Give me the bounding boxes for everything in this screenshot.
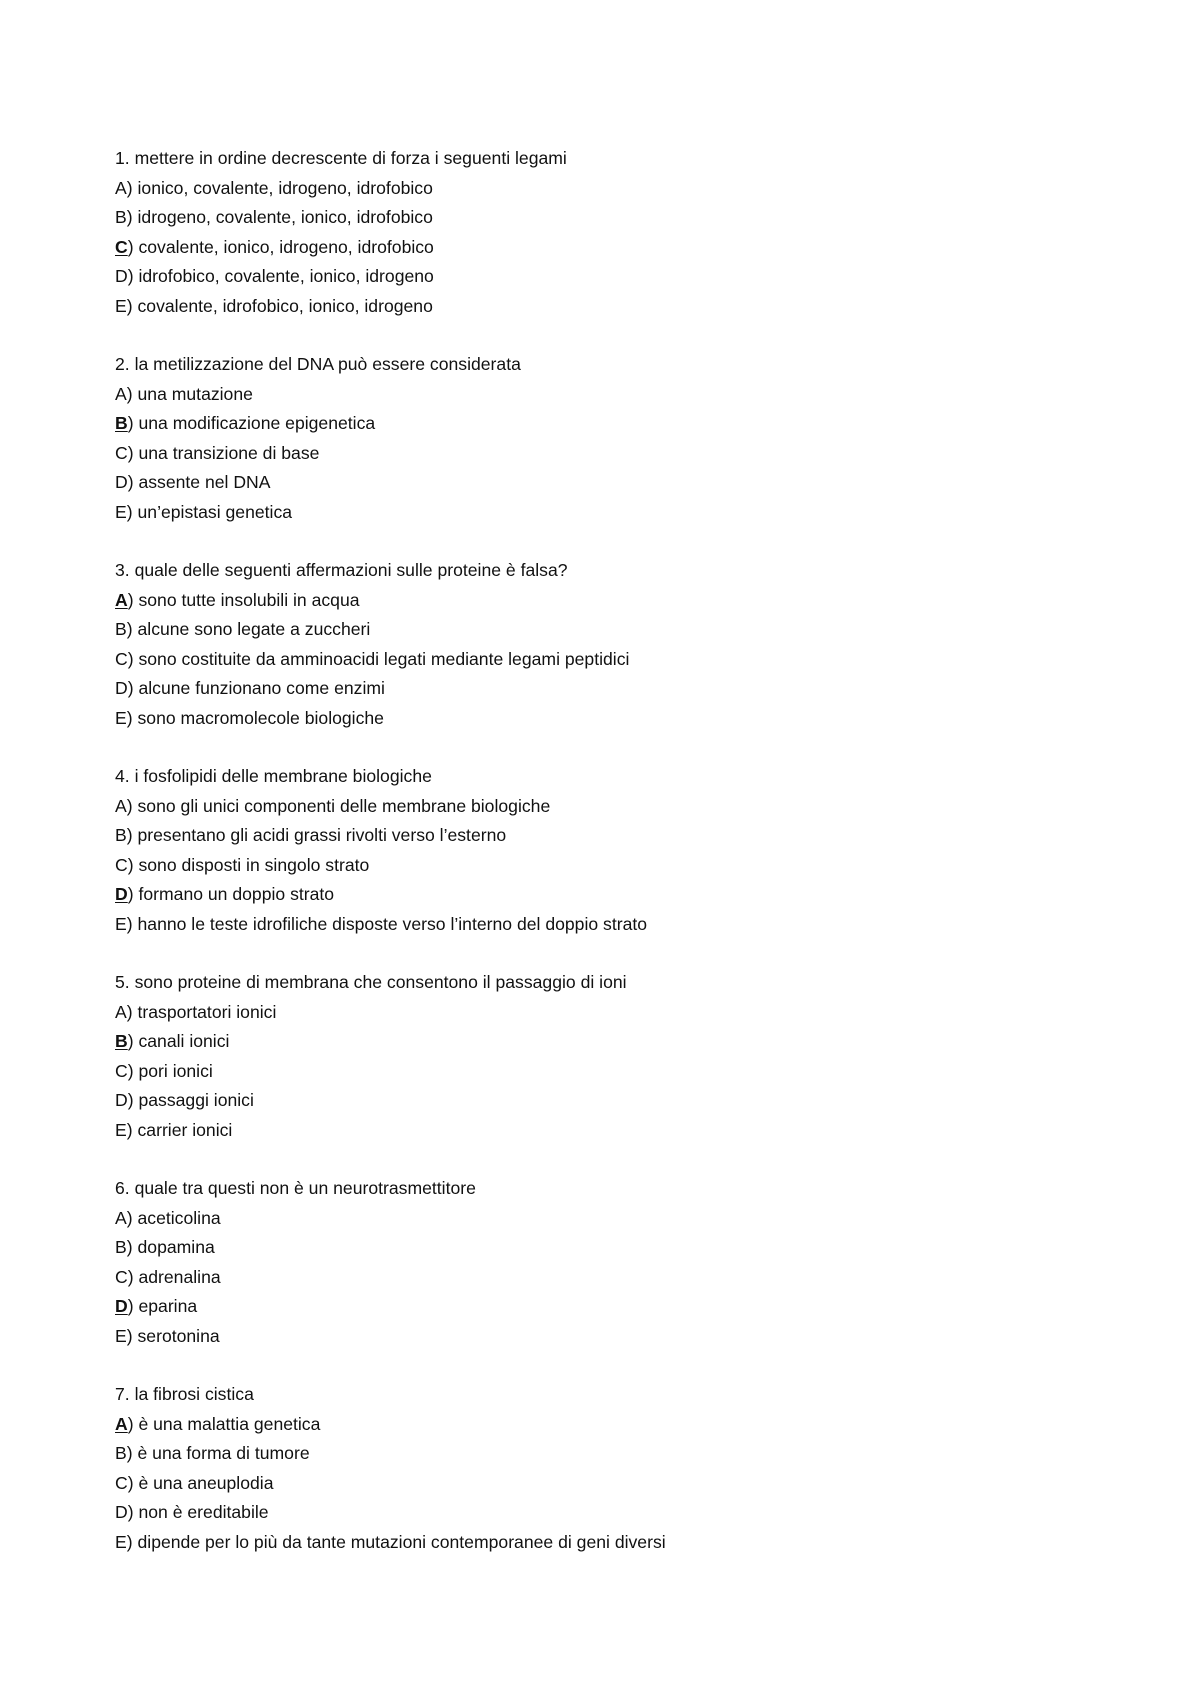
question-prompt: quale tra questi non è un neurotrasmettitore: [134, 1178, 476, 1198]
option-e: E) sono macromolecole biologiche: [115, 707, 384, 728]
option-letter: A: [115, 795, 127, 816]
option-text: è una aneuplodia: [138, 1472, 274, 1493]
option-b: B) idrogeno, covalente, ionico, idrofobico: [115, 207, 433, 227]
question-text: 6. quale tra questi non è un neurotrasmettitore: [115, 1178, 476, 1198]
option-letter: E: [115, 501, 127, 522]
option-c: C) una transizione di base: [115, 442, 320, 463]
question-2: [115, 350, 1115, 527]
option-letter: D: [115, 1090, 128, 1110]
option-d: D) non è ereditabile: [115, 1502, 269, 1522]
option-letter: D: [115, 678, 128, 698]
option-text: presentano gli acidi grassi rivolti verso l’esterno: [137, 825, 507, 845]
option-e: E) dipende per lo più da tante mutazioni contemporanee di geni diversi: [115, 1531, 666, 1552]
correct-option-letter: D: [115, 1296, 128, 1316]
correct-option-letter: A: [115, 1413, 128, 1434]
quiz-document: [115, 144, 1115, 1586]
question-text: 7. la fibrosi cistica: [115, 1384, 254, 1404]
option-text: formano un doppio strato: [138, 884, 335, 904]
option-letter: B: [115, 825, 127, 845]
option-d: D) eparina: [115, 1296, 198, 1316]
option-text: dopamina: [137, 1237, 215, 1257]
question-1: [115, 144, 1115, 321]
option-e: E) hanno le teste idrofiliche disposte verso l’interno del doppio strato: [115, 913, 648, 934]
option-e: E) serotonina: [115, 1325, 220, 1346]
option-b: B) canali ionici: [115, 1031, 230, 1051]
correct-option-letter: A: [115, 589, 128, 610]
question-number: 7: [115, 1384, 125, 1404]
option-d: D) formano un doppio strato: [115, 884, 335, 904]
option-d: D) passaggi ionici: [115, 1090, 254, 1110]
correct-option-letter: C: [115, 236, 128, 257]
question-3: [115, 556, 1115, 733]
option-letter: B: [115, 207, 127, 227]
question-number: 6: [115, 1178, 125, 1198]
option-text: non è ereditabile: [138, 1502, 269, 1522]
option-c: C) pori ionici: [115, 1060, 213, 1081]
option-letter: D: [115, 1502, 128, 1522]
option-text: alcune sono legate a zuccheri: [137, 619, 371, 639]
option-text: alcune funzionano come enzimi: [138, 678, 385, 698]
question-prompt: mettere in ordine decrescente di forza i seguenti legami: [134, 148, 567, 168]
option-text: sono costituite da amminoacidi legati mediante legami peptidici: [138, 648, 630, 669]
option-letter: A: [115, 1001, 127, 1022]
option-text: sono disposti in singolo strato: [138, 854, 370, 875]
option-letter: C: [115, 854, 128, 875]
question-5: [115, 968, 1115, 1145]
option-text: idrogeno, covalente, ionico, idrofobico: [137, 207, 433, 227]
question-text: 5. sono proteine di membrana che consentono il passaggio di ioni: [115, 972, 627, 992]
option-text: aceticolina: [137, 1207, 221, 1228]
option-a: A) aceticolina: [115, 1207, 221, 1228]
option-text: pori ionici: [138, 1060, 213, 1081]
option-text: sono gli unici componenti delle membrane biologiche: [137, 795, 551, 816]
question-prompt: la fibrosi cistica: [134, 1384, 254, 1404]
option-text: adrenalina: [138, 1266, 221, 1287]
question-number: 3: [115, 560, 125, 580]
option-b: B) dopamina: [115, 1237, 215, 1257]
option-d: D) assente nel DNA: [115, 472, 271, 492]
correct-option-letter: D: [115, 884, 128, 904]
question-number: 5: [115, 972, 125, 992]
option-text: ionico, covalente, idrogeno, idrofobico: [137, 177, 433, 198]
option-e: E) un’epistasi genetica: [115, 501, 293, 522]
option-letter: A: [115, 383, 127, 404]
option-b: B) alcune sono legate a zuccheri: [115, 619, 371, 639]
option-text: hanno le teste idrofiliche disposte verso l’interno del doppio strato: [137, 913, 648, 934]
option-letter: A: [115, 1207, 127, 1228]
option-a: A) è una malattia genetica: [115, 1413, 321, 1434]
question-6: [115, 1174, 1115, 1351]
option-b: B) una modificazione epigenetica: [115, 413, 376, 433]
option-letter: B: [115, 1237, 127, 1257]
option-letter: B: [115, 619, 127, 639]
option-letter: A: [115, 177, 127, 198]
question-4: [115, 762, 1115, 939]
option-b: B) presentano gli acidi grassi rivolti verso l’esterno: [115, 825, 507, 845]
option-c: C) covalente, ionico, idrogeno, idrofobico: [115, 236, 434, 257]
question-number: 1: [115, 148, 125, 168]
option-letter: D: [115, 472, 128, 492]
option-text: un’epistasi genetica: [137, 501, 293, 522]
option-text: è una forma di tumore: [137, 1443, 310, 1463]
option-c: C) sono costituite da amminoacidi legati mediante legami peptidici: [115, 648, 630, 669]
option-e: E) carrier ionici: [115, 1119, 233, 1140]
option-a: A) una mutazione: [115, 383, 253, 404]
question-prompt: la metilizzazione del DNA può essere considerata: [134, 354, 521, 374]
question-prompt: sono proteine di membrana che consentono il passaggio di ioni: [134, 972, 627, 992]
option-letter: E: [115, 295, 127, 316]
option-a: A) sono tutte insolubili in acqua: [115, 589, 360, 610]
option-letter: C: [115, 1060, 128, 1081]
option-text: una modificazione epigenetica: [138, 413, 376, 433]
option-text: eparina: [138, 1296, 198, 1316]
option-text: canali ionici: [138, 1031, 230, 1051]
option-letter: C: [115, 648, 128, 669]
option-letter: E: [115, 1531, 127, 1552]
option-text: passaggi ionici: [138, 1090, 254, 1110]
option-letter: C: [115, 442, 128, 463]
option-letter: C: [115, 1266, 128, 1287]
option-text: carrier ionici: [137, 1119, 233, 1140]
option-c: C) sono disposti in singolo strato: [115, 854, 370, 875]
option-letter: E: [115, 1325, 127, 1346]
option-text: sono macromolecole biologiche: [137, 707, 384, 728]
option-b: B) è una forma di tumore: [115, 1443, 310, 1463]
option-letter: E: [115, 1119, 127, 1140]
option-text: sono tutte insolubili in acqua: [138, 589, 360, 610]
option-letter: E: [115, 707, 127, 728]
option-letter: C: [115, 1472, 128, 1493]
option-text: è una malattia genetica: [138, 1413, 321, 1434]
option-text: serotonina: [137, 1325, 220, 1346]
option-text: assente nel DNA: [138, 472, 271, 492]
question-number: 2: [115, 354, 125, 374]
option-text: una mutazione: [137, 383, 253, 404]
question-text: 4. i fosfolipidi delle membrane biologiche: [115, 766, 432, 786]
option-d: D) idrofobico, covalente, ionico, idrogeno: [115, 266, 434, 286]
option-c: C) è una aneuplodia: [115, 1472, 274, 1493]
question-prompt: quale delle seguenti affermazioni sulle proteine è falsa?: [134, 560, 568, 580]
question-number: 4: [115, 766, 125, 786]
option-a: A) ionico, covalente, idrogeno, idrofobico: [115, 177, 433, 198]
option-a: A) sono gli unici componenti delle membrane biologiche: [115, 795, 551, 816]
option-text: trasportatori ionici: [137, 1001, 277, 1022]
option-text: idrofobico, covalente, ionico, idrogeno: [138, 266, 434, 286]
option-d: D) alcune funzionano come enzimi: [115, 678, 385, 698]
option-a: A) trasportatori ionici: [115, 1001, 277, 1022]
option-text: una transizione di base: [138, 442, 320, 463]
option-text: dipende per lo più da tante mutazioni contemporanee di geni diversi: [137, 1531, 666, 1552]
option-letter: D: [115, 266, 128, 286]
question-prompt: i fosfolipidi delle membrane biologiche: [134, 766, 432, 786]
option-e: E) covalente, idrofobico, ionico, idrogeno: [115, 295, 433, 316]
correct-option-letter: B: [115, 413, 128, 433]
question-7: [115, 1380, 1115, 1557]
option-text: covalente, ionico, idrogeno, idrofobico: [138, 236, 434, 257]
correct-option-letter: B: [115, 1031, 128, 1051]
option-letter: B: [115, 1443, 127, 1463]
option-c: C) adrenalina: [115, 1266, 221, 1287]
question-text: 2. la metilizzazione del DNA può essere considerata: [115, 354, 521, 374]
option-text: covalente, idrofobico, ionico, idrogeno: [137, 295, 433, 316]
question-text: 1. mettere in ordine decrescente di forza i seguenti legami: [115, 148, 567, 168]
question-text: 3. quale delle seguenti affermazioni sulle proteine è falsa?: [115, 560, 568, 580]
option-letter: E: [115, 913, 127, 934]
